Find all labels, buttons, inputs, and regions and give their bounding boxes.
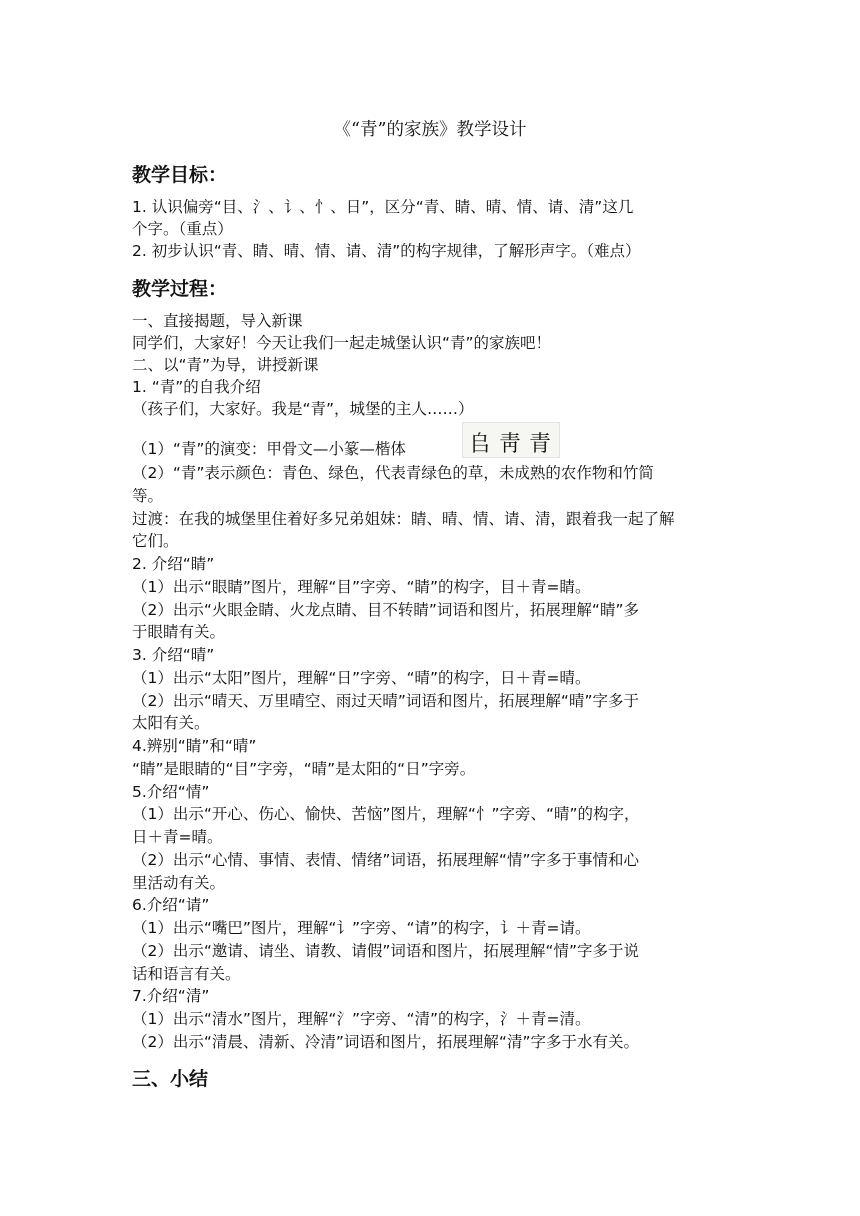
body-line: 等。 — [132, 486, 164, 505]
body-line: 3. 介绍“晴” — [132, 646, 215, 664]
body-line: （2）出示“晴天、万里晴空、雨过天晴”词语和图片，拓展理解“晴”字多于 — [132, 691, 639, 710]
process-line: 1. “青”的自我介绍 — [132, 378, 261, 396]
goal-line: 1. 认识偏旁“目、氵、讠、忄、日”，区分“青、睛、晴、情、请、清”这几 — [132, 198, 634, 216]
process-line: 同学们，大家好！今天让我们一起走城堡认识“青”的家族吧！ — [132, 334, 552, 352]
oracle-glyph: 𠂤 — [469, 432, 492, 457]
regular-glyph: 青 — [529, 432, 552, 457]
body-line: 话和语言有关。 — [132, 964, 241, 983]
body-line: （1）出示“清水”图片，理解“氵”字旁、“清”的构字，氵＋青=清。 — [132, 1010, 591, 1028]
process-line: （孩子们，大家好。我是“青”，城堡的主人……） — [132, 400, 474, 418]
body-line: 5.介绍“情” — [132, 782, 210, 801]
process-line: 二、以“青”为导，讲授新课 — [132, 356, 319, 374]
body-line: （1）出示“眼睛”图片，理解“目”字旁、“睛”的构字，目＋青=睛。 — [132, 577, 591, 596]
process-heading: 教学过程： — [132, 278, 228, 300]
glyph-evolution-image — [462, 422, 560, 458]
body-line: 于眼睛有关。 — [132, 623, 226, 642]
body-line: （2）“青”表示颜色：青色、绿色，代表青绿色的草，未成熟的农作物和竹简 — [132, 464, 654, 482]
body-line: 过渡：在我的城堡里住着好多兄弟姐妹：睛、晴、情、请、清，跟着我一起了解 — [132, 509, 675, 528]
summary-heading: 三、小结 — [132, 1068, 209, 1090]
evolution-line: （1）“青”的演变：甲骨文—小篆—楷体 — [132, 440, 406, 458]
goal-line: 2. 初步认识“青、睛、晴、情、请、清”的构字规律，了解形声字。（难点） — [132, 242, 641, 260]
seal-glyph: 靑 — [499, 432, 522, 457]
body-line: 它们。 — [132, 532, 179, 551]
document-title: 《“青”的家族》教学设计 — [333, 120, 527, 140]
body-line: （2）出示“邀请、请坐、请教、请假”词语和图片，拓展理解“情”字多于说 — [132, 941, 639, 960]
body-line: 里活动有关。 — [132, 873, 226, 892]
body-line: （1）出示“开心、伤心、愉快、苦恼”图片，理解“忄”字旁、“晴”的构字， — [132, 805, 640, 824]
body-line: 2. 介绍“睛” — [132, 555, 215, 573]
body-line: （2）出示“清晨、清新、冷清”词语和图片，拓展理解“清”字多于水有关。 — [132, 1032, 639, 1051]
body-line: 日＋青=晴。 — [132, 828, 223, 846]
goal-line: 个字。（重点） — [132, 220, 233, 238]
body-line: （2）出示“心情、事情、表情、情绪”词语，拓展理解“情”字多于事情和心 — [132, 850, 639, 869]
body-line: （1）出示“太阳”图片，理解“日”字旁、“晴”的构字，日＋青=晴。 — [132, 668, 591, 687]
goal-heading: 教学目标： — [132, 164, 228, 186]
body-line: 6.介绍“请” — [132, 896, 210, 915]
body-line: （1）出示“嘴巴”图片，理解“讠”字旁、“请”的构字，讠＋青=请。 — [132, 919, 591, 937]
body-line: “睛”是眼睛的“目”字旁，“晴”是太阳的“日”字旁。 — [132, 759, 476, 778]
process-line: 一、直接揭题，导入新课 — [132, 312, 303, 330]
body-line: 太阳有关。 — [132, 714, 210, 733]
body-line: 7.介绍“清” — [132, 987, 210, 1006]
body-line: （2）出示“火眼金睛、火龙点睛、目不转睛”词语和图片，拓展理解“睛”多 — [132, 600, 639, 619]
body-line: 4.辨别“睛”和“晴” — [132, 737, 257, 755]
